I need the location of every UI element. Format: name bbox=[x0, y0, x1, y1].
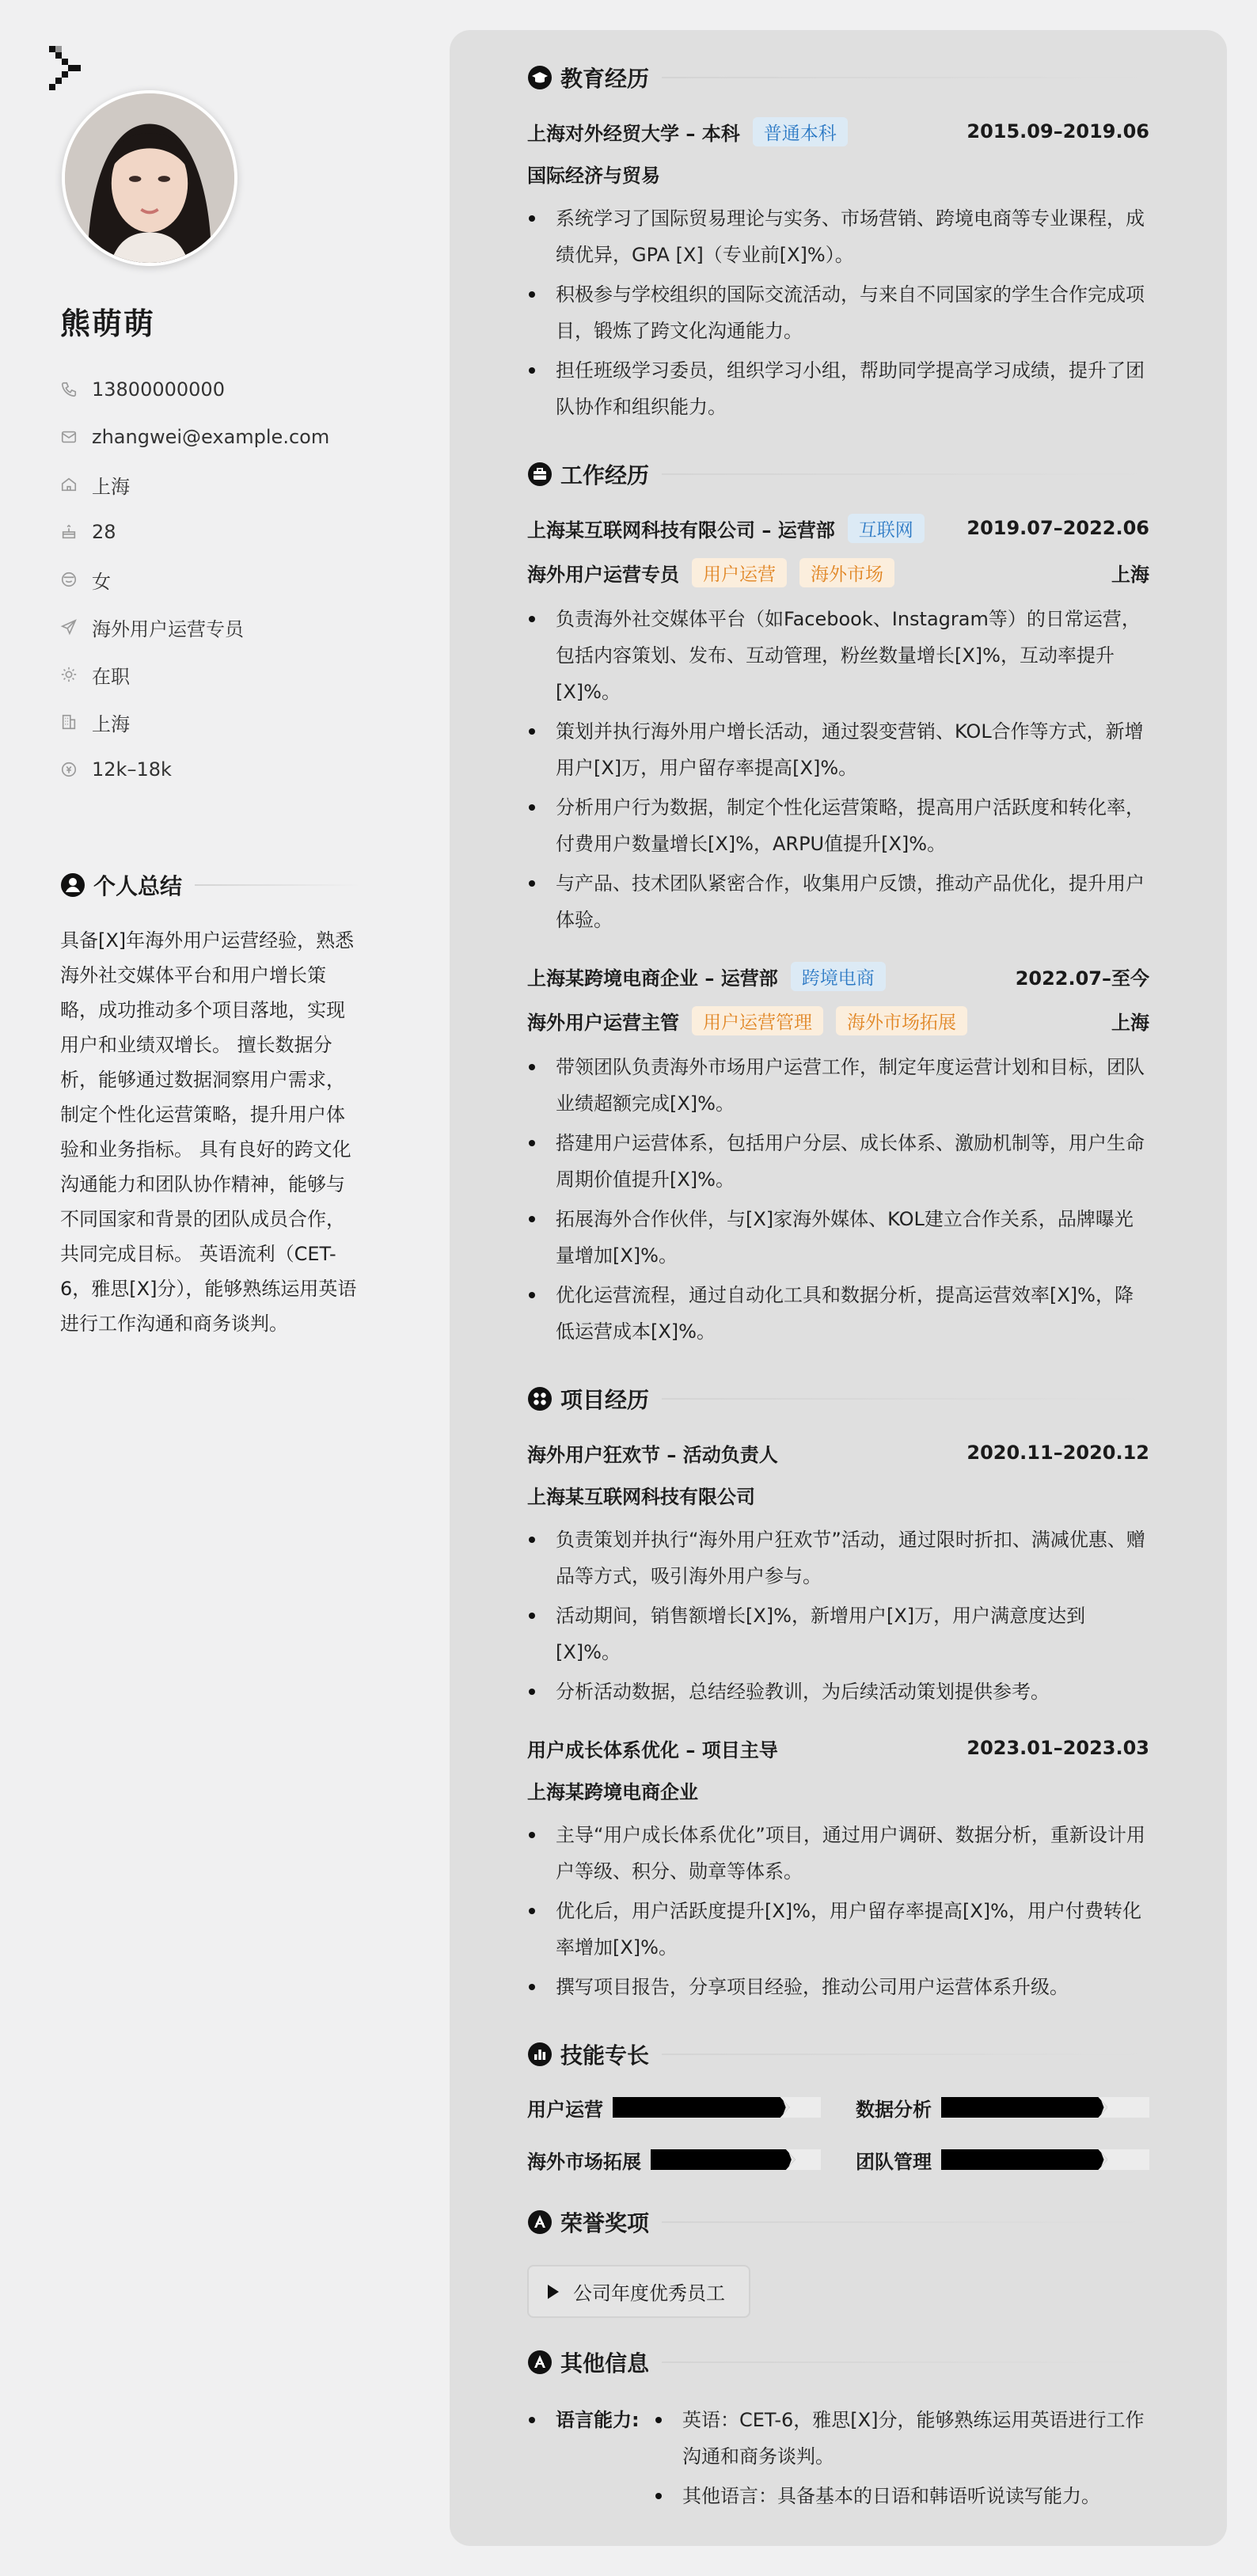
project-date: 2023.01–2023.03 bbox=[966, 1737, 1149, 1759]
skill-bar-fill bbox=[651, 2149, 796, 2170]
project-org: 上海某互联网科技有限公司 bbox=[527, 1486, 755, 1508]
project-entry bbox=[527, 1732, 1149, 2005]
user-icon bbox=[60, 872, 85, 898]
role-tag: 用户运营管理 bbox=[692, 1006, 823, 1035]
job-bullets bbox=[527, 601, 1149, 938]
work-title: 工作经历 bbox=[560, 462, 650, 488]
other-title: 其他信息 bbox=[560, 2350, 650, 2377]
info-age bbox=[60, 508, 329, 556]
cake-icon bbox=[60, 523, 78, 541]
info-icon bbox=[527, 2350, 553, 2375]
skill-bar bbox=[941, 2149, 1149, 2170]
award-item bbox=[527, 2265, 750, 2318]
info-gender bbox=[60, 556, 329, 603]
info-age-text: 28 bbox=[92, 521, 116, 543]
projects-section bbox=[527, 1383, 1149, 2005]
skill-name: 用户运营 bbox=[527, 2098, 603, 2121]
list-item: 分析用户行为数据，制定个性化运营策略，提高用户活跃度和转化率，付费用户数量增长[X]%，ARPU值提升[X]%。 bbox=[527, 789, 1149, 862]
info-salary-text: 12k–18k bbox=[92, 758, 172, 781]
briefcase-icon bbox=[527, 462, 553, 487]
job-role: 海外用户运营专员 bbox=[527, 563, 679, 586]
list-item: 撰写项目报告，分享项目经验，推动公司用户运营体系升级。 bbox=[527, 1969, 1149, 2005]
graduation-cap-icon bbox=[527, 65, 553, 90]
grid-icon bbox=[527, 1386, 553, 1411]
contact-info-list bbox=[60, 366, 329, 793]
list-item: 其他语言：具备基本的日语和韩语听说读写能力。 bbox=[654, 2478, 1149, 2514]
summary-title: 个人总结 bbox=[93, 873, 183, 899]
job-date: 2019.07–2022.06 bbox=[966, 517, 1149, 539]
list-item: 主导“用户成长体系优化”项目，通过用户调研、数据分析，重新设计用户等级、积分、勋章等体系。 bbox=[527, 1817, 1149, 1890]
salary-icon bbox=[60, 761, 78, 778]
list-item: 带领团队负责海外市场用户运营工作，制定年度运营计划和目标，团队业绩超额完成[X]%。 bbox=[527, 1049, 1149, 1122]
awards-divider bbox=[662, 2221, 1149, 2223]
project-bullets bbox=[527, 1817, 1149, 2005]
main-panel bbox=[450, 30, 1227, 2546]
info-status-text: 在职 bbox=[92, 665, 130, 688]
info-salary bbox=[60, 746, 329, 793]
company-tag: 互联网 bbox=[848, 514, 925, 543]
role-tag: 海外市场拓展 bbox=[836, 1006, 967, 1035]
skill-bar-fill bbox=[941, 2097, 1107, 2118]
project-org: 上海某跨境电商企业 bbox=[527, 1781, 698, 1803]
list-item: 系统学习了国际贸易理论与实务、市场营销、跨境电商等专业课程，成绩优异，GPA [X]（专业前[X]%）。 bbox=[527, 200, 1149, 273]
company-name: 上海某跨境电商企业 – 运营部 bbox=[527, 967, 778, 990]
building-icon bbox=[60, 713, 78, 731]
phone-icon bbox=[60, 381, 78, 398]
info-phone bbox=[60, 366, 329, 413]
language-block bbox=[527, 2402, 1149, 2517]
school-tag: 普通本科 bbox=[753, 117, 848, 146]
skill-item bbox=[856, 2146, 1149, 2173]
job-entry bbox=[527, 960, 1149, 1350]
bar-chart-icon bbox=[527, 2042, 553, 2067]
education-entry bbox=[527, 116, 1149, 425]
education-divider bbox=[662, 77, 1149, 78]
list-item: 优化运营流程，通过自动化工具和数据分析，提高运营效率[X]%，降低运营成本[X]%。 bbox=[527, 1277, 1149, 1350]
education-bullets bbox=[527, 200, 1149, 425]
project-entry bbox=[527, 1437, 1149, 1710]
education-title: 教育经历 bbox=[560, 66, 650, 92]
project-date: 2020.11–2020.12 bbox=[966, 1442, 1149, 1464]
skill-bar bbox=[651, 2149, 821, 2170]
info-position-text: 海外用户运营专员 bbox=[92, 617, 244, 640]
job-bullets bbox=[527, 1049, 1149, 1350]
info-email bbox=[60, 413, 329, 461]
other-divider bbox=[662, 2361, 1149, 2363]
role-tag: 用户运营 bbox=[692, 558, 787, 587]
major: 国际经济与贸易 bbox=[527, 165, 660, 187]
list-item: 拓展海外合作伙伴，与[X]家海外媒体、KOL建立合作关系，品牌曝光量增加[X]%。 bbox=[527, 1201, 1149, 1274]
list-item: 与产品、技术团队紧密合作，收集用户反馈，推动产品优化，提升用户体验。 bbox=[527, 865, 1149, 938]
list-item: 活动期间，销售额增长[X]%，新增用户[X]万，用户满意度达到[X]%。 bbox=[527, 1598, 1149, 1670]
skill-item bbox=[527, 2146, 821, 2173]
list-item: 分析活动数据，总结经验教训，为后续活动策划提供参考。 bbox=[527, 1674, 1149, 1710]
job-location: 上海 bbox=[1111, 1011, 1149, 1034]
awards-section bbox=[527, 2206, 1149, 2318]
skill-name: 海外市场拓展 bbox=[527, 2150, 641, 2173]
projects-title: 项目经历 bbox=[560, 1387, 650, 1413]
project-bullets bbox=[527, 1522, 1149, 1710]
info-city-text: 上海 bbox=[92, 475, 130, 498]
summary-divider bbox=[195, 884, 361, 886]
mail-icon bbox=[60, 428, 78, 446]
job-role: 海外用户运营主管 bbox=[527, 1011, 679, 1034]
list-item: 担任班级学习委员，组织学习小组，帮助同学提高学习成绩，提升了团队协作和组织能力。 bbox=[527, 352, 1149, 425]
language-label: 语言能力: bbox=[527, 2402, 654, 2517]
award-text: 公司年度优秀员工 bbox=[573, 2282, 725, 2304]
company-name: 上海某互联网科技有限公司 – 运营部 bbox=[527, 519, 835, 541]
skills-divider bbox=[662, 2054, 1149, 2055]
work-divider bbox=[662, 473, 1149, 475]
avatar bbox=[62, 90, 237, 266]
project-name: 用户成长体系优化 – 项目主导 bbox=[527, 1738, 778, 1761]
skill-item bbox=[856, 2094, 1149, 2121]
project-name: 海外用户狂欢节 – 活动负责人 bbox=[527, 1443, 778, 1466]
list-item: 负责策划并执行“海外用户狂欢节”活动，通过限时折扣、满减优惠、赠品等方式，吸引海外用户参与。 bbox=[527, 1522, 1149, 1594]
candidate-name: 熊萌萌 bbox=[60, 306, 156, 341]
brand-logo-icon bbox=[49, 46, 82, 92]
job-entry bbox=[527, 512, 1149, 938]
work-section bbox=[527, 458, 1149, 1350]
school-name: 上海对外经贸大学 – 本科 bbox=[527, 122, 740, 145]
info-position bbox=[60, 603, 329, 651]
info-work-city bbox=[60, 698, 329, 746]
job-location: 上海 bbox=[1111, 563, 1149, 586]
skills-title: 技能专长 bbox=[560, 2042, 650, 2069]
summary-section bbox=[60, 869, 361, 1341]
other-section bbox=[527, 2346, 1149, 2517]
list-item: 优化后，用户活跃度提升[X]%，用户留存率提高[X]%，用户付费转化率增加[X]%。 bbox=[527, 1893, 1149, 1966]
list-item: 策划并执行海外用户增长活动，通过裂变营销、KOL合作等方式，新增用户[X]万，用户留存率提高[X]%。 bbox=[527, 713, 1149, 786]
award-icon bbox=[527, 2209, 553, 2235]
skill-name: 数据分析 bbox=[856, 2098, 932, 2121]
education-date: 2015.09–2019.06 bbox=[966, 120, 1149, 142]
skills-grid bbox=[527, 2094, 1149, 2173]
skill-bar bbox=[941, 2097, 1149, 2118]
skill-name: 团队管理 bbox=[856, 2150, 932, 2173]
info-gender-text: 女 bbox=[92, 570, 111, 593]
skills-section bbox=[527, 2038, 1149, 2173]
list-item: 搭建用户运营体系，包括用户分层、成长体系、激励机制等，用户生命周期价值提升[X]%。 bbox=[527, 1125, 1149, 1198]
education-section bbox=[527, 62, 1149, 425]
info-city bbox=[60, 461, 329, 508]
skill-bar-fill bbox=[941, 2149, 1107, 2170]
skill-bar bbox=[613, 2097, 821, 2118]
skill-item bbox=[527, 2094, 821, 2121]
send-icon bbox=[60, 618, 78, 636]
home-icon bbox=[60, 476, 78, 493]
status-icon bbox=[60, 666, 78, 683]
info-email-text: zhangwei@example.com bbox=[92, 426, 330, 448]
awards-title: 荣誉奖项 bbox=[560, 2210, 650, 2236]
info-phone-text: 13800000000 bbox=[92, 378, 225, 401]
list-item: 积极参与学校组织的国际交流活动，与来自不同国家的学生合作完成项目，锻炼了跨文化沟通能力。 bbox=[527, 276, 1149, 349]
avatar-portrait-icon bbox=[65, 93, 234, 263]
list-item: 英语：CET-6，雅思[X]分，能够熟练运用英语进行工作沟通和商务谈判。 bbox=[654, 2402, 1149, 2475]
list-item: 负责海外社交媒体平台（如Facebook、Instagram等）的日常运营，包括内容策划、发布、互动管理，粉丝数量增长[X]%，互动率提升[X]%。 bbox=[527, 601, 1149, 710]
job-date: 2022.07–至今 bbox=[1015, 967, 1149, 990]
language-bullets bbox=[654, 2402, 1149, 2517]
role-tag: 海外市场 bbox=[799, 558, 894, 587]
company-tag: 跨境电商 bbox=[791, 962, 886, 991]
info-work-city-text: 上海 bbox=[92, 712, 130, 735]
skill-bar-fill bbox=[613, 2097, 790, 2118]
play-icon bbox=[548, 2285, 559, 2299]
summary-text: 具备[X]年海外用户运营经验，熟悉海外社交媒体平台和用户增长策略，成功推动多个项目落地，实现用户和业绩双增长。 擅长数据分析，能够通过数据洞察用户需求，制定个性化运营策略，提升用户体验和业务指标。 具有良好的跨文化沟通能力和团队协作精神，能够与不同国家和背景的团队成员合作，共同完成目标。 英语流利（CET-6，雅思[X]分），能够熟练运用英语进行工作沟通和商务谈判。 bbox=[60, 929, 357, 1335]
gender-icon bbox=[60, 571, 78, 588]
projects-divider bbox=[662, 1398, 1149, 1400]
info-status bbox=[60, 651, 329, 698]
